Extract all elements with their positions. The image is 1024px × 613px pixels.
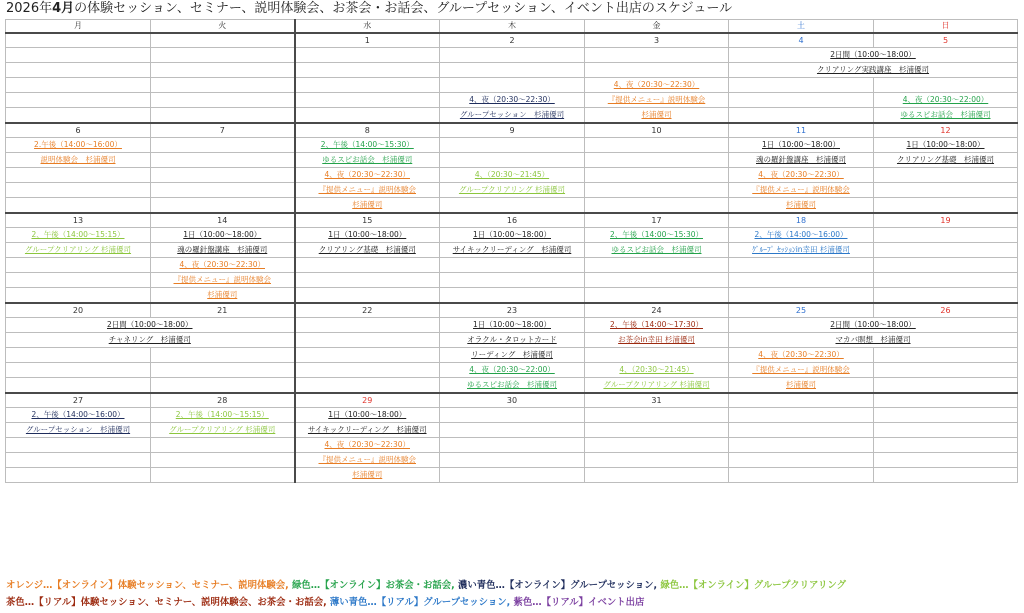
event-w4-thu[interactable] <box>440 318 585 333</box>
weekday-sat: 土 <box>729 20 874 34</box>
day-27: 27 <box>6 393 151 408</box>
event-w2-wed-b[interactable] <box>295 168 440 183</box>
schedule-calendar <box>5 19 1018 483</box>
color-legend <box>6 577 846 611</box>
day-6: 6 <box>6 123 151 138</box>
event-title: 『提供メニュー』説明体験会 <box>752 365 850 374</box>
event-time: 1日（10:00～18:00） <box>328 410 407 419</box>
event-time: 2日間（10:00～18:00） <box>830 320 916 329</box>
legend-navy: 濃い青色…【オンライン】グループセッション, <box>457 580 658 591</box>
event-time: 2、午後（14:00～15:15） <box>31 230 125 239</box>
event-time: 2、午後（14:00～15:30） <box>320 140 414 149</box>
legend-lightblue: 薄い青色…【リアル】グループセッション, <box>329 597 511 608</box>
event-title: サイキックリーディング 杉浦優司 <box>307 425 427 434</box>
event-w4-thu-b[interactable] <box>440 363 585 378</box>
event-title: 『提供メニュー』説明体験会 <box>173 275 271 284</box>
event-time: 1日（10:00～18:00） <box>473 320 551 329</box>
event-w1-thu[interactable] <box>440 93 585 108</box>
day-18: 18 <box>729 213 874 228</box>
event-title: お茶会in幸田 杉浦優司 <box>618 335 695 344</box>
event-time: 2日間（10:00～18:00） <box>107 320 193 329</box>
day-12: 12 <box>874 123 1018 138</box>
event-w2-sat[interactable] <box>729 138 874 153</box>
event-w3-fri[interactable] <box>585 228 729 243</box>
weekday-sun: 日 <box>874 20 1018 34</box>
day-5: 5 <box>874 33 1018 48</box>
event-title: グループクリアリング 杉浦優司 <box>169 425 276 434</box>
event-title: ゆるスピお話会 杉浦優司 <box>611 245 702 254</box>
event-time: 2.午後（14:00～16:00） <box>34 140 122 149</box>
event-title: 『提供メニュー』説明体験会 <box>607 95 706 104</box>
event-title: クリアリング基礎 杉浦優司 <box>896 155 995 164</box>
day-25: 25 <box>729 303 874 318</box>
event-title: クリアリング基礎 杉浦優司 <box>318 245 416 254</box>
event-title: ゆるスピお話会 杉浦優司 <box>322 155 413 164</box>
event-w5-wed-b[interactable] <box>295 438 440 453</box>
event-title: マカバ瞑想 杉浦優司 <box>835 335 911 344</box>
event-title: ｸﾞﾙｰﾌﾟ ｾｯｼｮﾝin幸田 杉浦優司 <box>752 245 850 254</box>
day-22: 22 <box>295 303 440 318</box>
event-host: 杉浦優司 <box>641 110 672 119</box>
weekday-thu: 木 <box>440 20 585 34</box>
event-time: 4、夜（20:30～22:30） <box>613 80 700 89</box>
weekday-mon: 月 <box>6 20 151 34</box>
week5-dates <box>6 393 1018 408</box>
event-w1-fri[interactable] <box>585 78 729 93</box>
legend-line-online <box>6 577 846 594</box>
day-16: 16 <box>440 213 585 228</box>
event-title: チャネリング 杉浦優司 <box>108 335 191 344</box>
event-time: 2、午後（14:00～16:00） <box>31 410 125 419</box>
event-host: 杉浦優司 <box>207 290 238 299</box>
day-11: 11 <box>729 123 874 138</box>
event-time: 2日間（10:00～18:00） <box>830 50 916 59</box>
day-9: 9 <box>440 123 585 138</box>
day-24: 24 <box>585 303 729 318</box>
event-time: 4、（20:30～21:45） <box>474 170 550 179</box>
day-7: 7 <box>151 123 295 138</box>
week2-dates <box>6 123 1018 138</box>
event-time: 1日（10:00～18:00） <box>183 230 262 239</box>
event-time: 2、午後（14:00～16:00） <box>754 230 848 239</box>
event-time: 4、夜（20:30～22:00） <box>469 365 555 374</box>
event-w3-sat[interactable] <box>729 228 874 243</box>
legend-brown: 茶色…【リアル】体験セッション、セミナー、説明体験会、お茶会・お話会, <box>6 597 327 608</box>
event-w2-wed-a[interactable] <box>295 138 440 153</box>
event-title: 『提供メニュー』説明体験会 <box>318 185 416 194</box>
event-time: 1日（10:00～18:00） <box>906 140 985 149</box>
event-host: 杉浦優司 <box>352 470 383 479</box>
event-title: ゆるスピお話会 杉浦優司 <box>900 110 991 119</box>
event-w3-tue-b[interactable] <box>151 258 295 273</box>
event-time: 1日（10:00～18:00） <box>473 230 551 239</box>
event-time: 4、（20:30～21:45） <box>619 365 694 374</box>
day-31: 31 <box>585 393 729 408</box>
event-title: 『提供メニュー』説明体験会 <box>752 185 850 194</box>
event-time: 1日（10:00～18:00） <box>328 230 407 239</box>
event-title: 説明体験会 杉浦優司 <box>40 155 116 164</box>
event-w5-wed[interactable] <box>295 408 440 423</box>
day-2: 2 <box>440 33 585 48</box>
event-time: 1日（10:00～18:00） <box>762 140 840 149</box>
event-w3-thu[interactable] <box>440 228 585 243</box>
event-w3-mon[interactable] <box>6 228 151 243</box>
title-year: 2026年 <box>6 1 53 16</box>
event-w1-satsun[interactable] <box>729 48 1018 63</box>
event-time: 4、夜（20:30～22:30） <box>758 350 844 359</box>
event-title: 『提供メニュー』説明体験会 <box>318 455 416 464</box>
event-title: 魂の羅針盤講座 杉浦優司 <box>177 245 268 254</box>
day-1: 1 <box>295 33 440 48</box>
day-17: 17 <box>585 213 729 228</box>
day-14: 14 <box>151 213 295 228</box>
event-w4-satsun[interactable] <box>729 318 1018 333</box>
event-w4-montue[interactable] <box>6 318 295 333</box>
event-title: グループセッション 杉浦優司 <box>459 110 565 119</box>
event-w3-wed[interactable] <box>295 228 440 243</box>
weekday-tue: 火 <box>151 20 295 34</box>
legend-green: 緑色…【オンライン】お茶会・お話会, <box>292 580 455 591</box>
week1-dates <box>6 33 1018 48</box>
day-19: 19 <box>874 213 1018 228</box>
event-time: 2、午後（14:00～15:30） <box>610 230 703 239</box>
legend-lightgreen: 緑色…【オンライン】グループクリアリング <box>660 580 846 591</box>
day-10: 10 <box>585 123 729 138</box>
legend-orange: オレンジ…【オンライン】体験セッション、セミナー、説明体験会, <box>6 580 289 591</box>
event-time: 4、夜（20:30～22:30） <box>324 440 410 449</box>
event-host: 杉浦優司 <box>786 200 816 209</box>
day-28: 28 <box>151 393 295 408</box>
title-text: の体験セッション、セミナー、説明体験会、お茶会・お話会、グループセッション、イベント出店のスケジュール <box>74 1 733 16</box>
event-title: リーディング 杉浦優司 <box>471 350 553 359</box>
event-time: 4、夜（20:30～22:30） <box>179 260 265 269</box>
legend-purple: 紫色…【リアル】イベント出店 <box>513 597 645 608</box>
day-29: 29 <box>295 393 440 408</box>
day-30: 30 <box>440 393 585 408</box>
event-title: サイキックリーディング 杉浦優司 <box>452 245 572 254</box>
week3-dates <box>6 213 1018 228</box>
event-w2-sat-b[interactable] <box>729 168 874 183</box>
day-13: 13 <box>6 213 151 228</box>
week4-dates <box>6 303 1018 318</box>
weekday-wed: 水 <box>295 20 440 34</box>
legend-line-real <box>6 594 846 611</box>
day-15: 15 <box>295 213 440 228</box>
title-month: 4月 <box>52 1 75 16</box>
event-time: 2、午後（14:00～17:30） <box>610 320 703 329</box>
event-time: 4、夜（20:30～22:30） <box>758 170 844 179</box>
event-time: 4、夜（20:30～22:00） <box>902 95 989 104</box>
weekday-header <box>6 20 1018 34</box>
day-21: 21 <box>151 303 295 318</box>
day-20: 20 <box>6 303 151 318</box>
event-host: 杉浦優司 <box>352 200 383 209</box>
event-time: 2、午後（14:00～15:15） <box>175 410 269 419</box>
day-3: 3 <box>585 33 729 48</box>
event-w1-sun[interactable] <box>874 93 1018 108</box>
event-w4-fri-b[interactable] <box>585 363 729 378</box>
page-title <box>6 1 732 17</box>
event-time: 4、夜（20:30～22:30） <box>469 95 555 104</box>
event-w5-tue[interactable] <box>151 408 295 423</box>
event-w2-mon[interactable] <box>6 138 151 153</box>
event-title: グループクリアリング 杉浦優司 <box>458 185 566 194</box>
day-23: 23 <box>440 303 585 318</box>
event-title: ゆるスピお話会 杉浦優司 <box>467 380 557 389</box>
day-8: 8 <box>295 123 440 138</box>
day-4: 4 <box>729 33 874 48</box>
event-w2-sun[interactable] <box>874 138 1018 153</box>
event-w5-mon[interactable] <box>6 408 151 423</box>
event-w4-sat-b[interactable] <box>729 348 874 363</box>
event-w3-tue[interactable] <box>151 228 295 243</box>
event-w4-fri[interactable] <box>585 318 729 333</box>
weekday-fri: 金 <box>585 20 729 34</box>
event-title: グループセッション 杉浦優司 <box>25 425 131 434</box>
event-title: クリアリング実践講座 杉浦優司 <box>816 65 930 74</box>
event-title: 魂の羅針盤講座 杉浦優司 <box>756 155 846 164</box>
day-26: 26 <box>874 303 1018 318</box>
event-title: オラクル・タロットカード <box>467 335 557 344</box>
event-host: 杉浦優司 <box>786 380 816 389</box>
event-title: グループクリアリング 杉浦優司 <box>24 245 132 254</box>
event-w2-thu[interactable] <box>440 168 585 183</box>
event-title: グループクリアリング 杉浦優司 <box>603 380 710 389</box>
event-time: 4、夜（20:30～22:30） <box>324 170 410 179</box>
